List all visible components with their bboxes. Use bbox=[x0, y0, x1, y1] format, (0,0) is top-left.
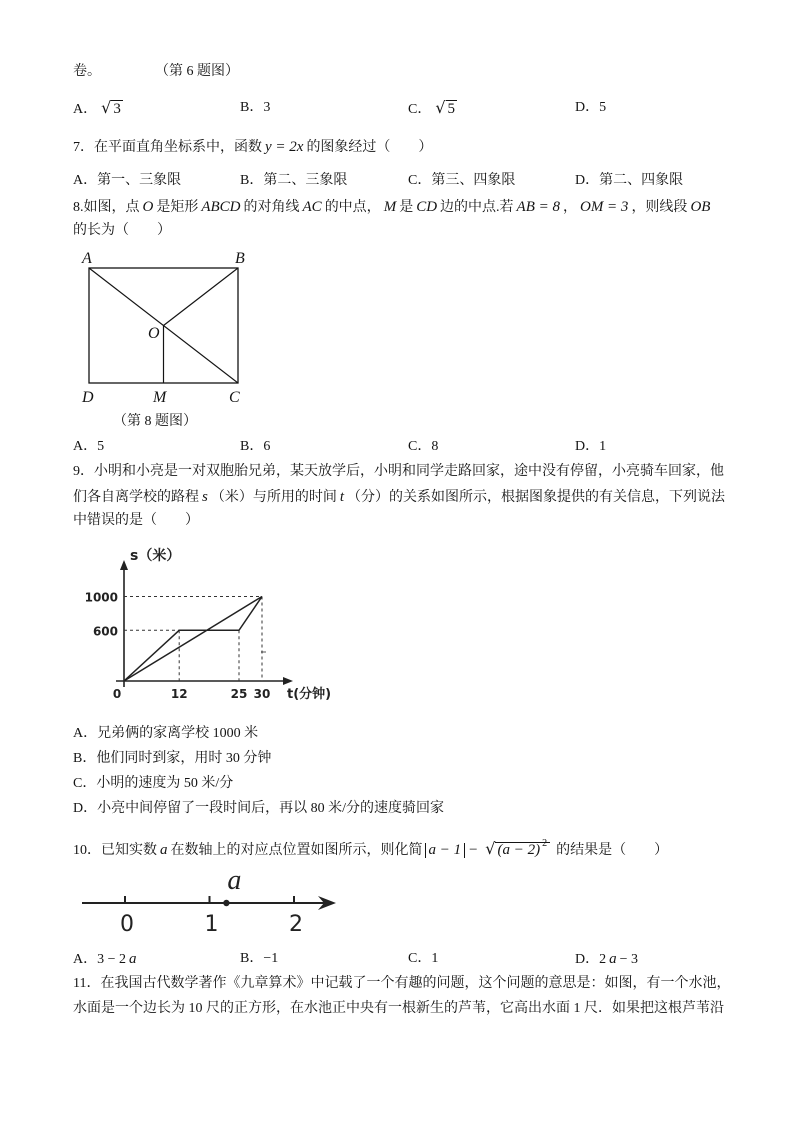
text-run: 边的中点.若 bbox=[440, 200, 514, 215]
radicand: 3 bbox=[113, 101, 121, 117]
point-a-label: a bbox=[227, 865, 242, 896]
text-run: 是 bbox=[399, 200, 414, 215]
text-run: 的图象经过（ ） bbox=[306, 140, 433, 155]
math-run: y = 2x bbox=[265, 139, 304, 155]
option-text: 他们同时到家，用时 30 分钟 bbox=[96, 751, 272, 766]
text-run: 们各自离学校的路程 bbox=[73, 490, 199, 505]
point-label-m: M bbox=[153, 389, 167, 406]
text-run: 的对角线 bbox=[243, 200, 300, 215]
option-text: 小明的速度为 50 米/分 bbox=[96, 776, 234, 791]
point-label-o: O bbox=[148, 325, 160, 342]
option-label: C． bbox=[408, 439, 432, 454]
q9-option-d bbox=[73, 799, 444, 819]
vertex-label-d: D bbox=[82, 389, 94, 406]
q10-stem-before bbox=[73, 843, 423, 858]
absolute-value-expression bbox=[425, 843, 466, 858]
option-text: 第二、三象限 bbox=[263, 173, 348, 188]
q6-option-d bbox=[575, 98, 606, 118]
q8-option-b bbox=[240, 437, 270, 457]
q10-option-a bbox=[73, 949, 140, 970]
option-text: 第三、四象限 bbox=[431, 173, 516, 188]
x-tick-label: 30 bbox=[253, 687, 271, 701]
q6-option-b bbox=[240, 98, 270, 118]
math-run: OM = 3 bbox=[579, 199, 629, 215]
y-axis-arrow bbox=[120, 560, 128, 570]
option-label: A． bbox=[73, 726, 98, 741]
q7-stem bbox=[73, 137, 432, 158]
q8-option-a bbox=[73, 437, 104, 457]
q7-option-c bbox=[408, 171, 515, 191]
option-text: 第二、四象限 bbox=[599, 173, 684, 188]
q8-stem-line2: 的长为（ ） bbox=[73, 223, 171, 238]
q7-options bbox=[0, 171, 794, 193]
option-label: D． bbox=[575, 439, 600, 454]
q7-option-b bbox=[240, 171, 347, 191]
option-text: 8 bbox=[431, 439, 439, 454]
radical-sign: √ bbox=[435, 98, 446, 117]
q10-option-c bbox=[408, 949, 438, 969]
option-text: 小亮中间停留了一段时间后，再以 80 米/分的速度骑回家 bbox=[97, 801, 445, 816]
radical-sign: √ bbox=[485, 839, 496, 858]
q6-options bbox=[0, 98, 794, 120]
text-run: − 3 bbox=[619, 952, 639, 967]
q9-stem-line1: 9．小明和小亮是一对双胞胎兄弟，某天放学后，小明和同学走路回家，途中没有停留，小亮骑车回家，他 bbox=[73, 464, 724, 479]
q8-figure-caption: （第 8 题图） bbox=[113, 414, 197, 429]
q8-stem-line1 bbox=[73, 197, 713, 218]
option-label: C． bbox=[408, 173, 432, 188]
q11-stem-line1: 11．在我国古代数学著作《九章算术》中记载了一个有趣的问题，这个问题的意思是：如图，有一个水池， bbox=[73, 976, 731, 991]
option-label: D． bbox=[575, 173, 600, 188]
q9-distance-time-graph bbox=[80, 540, 370, 705]
math-run: ABCD bbox=[201, 199, 241, 215]
q6-option-a bbox=[73, 98, 123, 120]
x-axis-label: t(分钟) bbox=[287, 687, 332, 702]
radical-sign: √ bbox=[101, 98, 112, 117]
text-run: 10．已知实数 bbox=[73, 843, 157, 858]
math-run: O bbox=[142, 199, 154, 215]
option-value bbox=[263, 951, 278, 966]
text-run: 8.如图，点 bbox=[73, 200, 140, 215]
q10-options bbox=[0, 949, 794, 971]
y-axis-label: s（米） bbox=[130, 548, 181, 564]
math-run: a bbox=[609, 951, 617, 967]
number-line-tick-label: 2 bbox=[289, 912, 303, 937]
q10-number-line bbox=[78, 865, 348, 937]
option-label: A． bbox=[73, 439, 98, 454]
x-tick-label: 25 bbox=[230, 687, 248, 701]
option-value bbox=[599, 952, 638, 967]
option-text: 1 bbox=[599, 439, 607, 454]
option-text: 第一、三象限 bbox=[97, 173, 182, 188]
vertex-label-c: C bbox=[229, 389, 240, 406]
math-run: a bbox=[160, 842, 168, 858]
option-text: 兄弟俩的家离学校 1000 米 bbox=[97, 726, 259, 741]
option-text: 6 bbox=[263, 439, 271, 454]
vertex-label-b: B bbox=[235, 250, 245, 267]
q9-option-a bbox=[73, 724, 258, 744]
radicand: (a − 2) bbox=[497, 842, 541, 858]
math-run: AB = 8 bbox=[516, 199, 560, 215]
y-tick-label: 600 bbox=[92, 624, 118, 639]
option-label: B． bbox=[240, 951, 264, 966]
q10-option-b bbox=[240, 949, 278, 969]
text-run: （米）与所用的时间 bbox=[210, 490, 337, 505]
walking-distance-line bbox=[124, 597, 262, 682]
q8-option-c bbox=[408, 437, 438, 457]
q10-stem bbox=[73, 832, 668, 863]
origin-label: 0 bbox=[112, 687, 122, 701]
radical-body bbox=[495, 838, 550, 858]
q9-option-c bbox=[73, 774, 233, 794]
vertex-label-a: A bbox=[82, 250, 92, 267]
text-run: 是矩形 bbox=[156, 200, 199, 215]
text-run: −1 bbox=[263, 951, 279, 966]
option-text: 5 bbox=[97, 439, 105, 454]
math-run: OB bbox=[690, 199, 711, 215]
x-tick-label: 12 bbox=[170, 687, 188, 701]
option-label: A． bbox=[73, 173, 98, 188]
number-line-tick-label: 1 bbox=[204, 912, 219, 937]
option-label: B． bbox=[240, 439, 264, 454]
number-line-tick-label: 0 bbox=[120, 912, 134, 937]
text-run: 2 bbox=[599, 952, 607, 967]
option-label: B． bbox=[240, 100, 264, 115]
point-a-marker bbox=[223, 900, 229, 906]
math-run: s bbox=[202, 489, 208, 505]
math-run: M bbox=[383, 199, 397, 215]
segment-ob bbox=[164, 268, 239, 326]
x-axis-arrow bbox=[283, 677, 293, 685]
option-label: C． bbox=[73, 776, 97, 791]
option-value bbox=[97, 952, 139, 967]
option-label: D． bbox=[575, 100, 600, 115]
option-label: C． bbox=[408, 951, 432, 966]
option-label: D． bbox=[575, 952, 600, 967]
q10-option-d bbox=[575, 949, 638, 970]
option-label: B． bbox=[73, 751, 97, 766]
option-label: B． bbox=[240, 173, 264, 188]
option-label: A． bbox=[73, 102, 98, 117]
q7-option-d bbox=[575, 171, 683, 191]
option-label: C． bbox=[408, 102, 432, 117]
text-run: ， bbox=[562, 200, 577, 215]
q6-figure-caption: （第 6 题图） bbox=[155, 64, 239, 79]
option-label: A． bbox=[73, 952, 98, 967]
y-tick-label: 1000 bbox=[84, 590, 118, 605]
q11-stem-line2: 水面是一个边长为 10 尺的正方形，在水池正中央有一根新生的芦苇，它高出水面 1 尺．如果把这根芦苇沿 bbox=[73, 1001, 724, 1016]
q6-tail-text: 卷。 bbox=[73, 64, 101, 79]
text-run: 3 − 2 bbox=[97, 952, 127, 967]
q10-stem-after: 的结果是（ ） bbox=[556, 843, 669, 858]
abs-inner: a − 1 bbox=[428, 842, 462, 858]
math-run: a bbox=[129, 951, 137, 967]
text-run: （分）的关系如图所示，根据图象提供的有关信息，下列说法 bbox=[347, 490, 726, 505]
exponent: 2 bbox=[542, 838, 548, 849]
text-run: 7．在平面直角坐标系中，函数 bbox=[73, 140, 262, 155]
option-value bbox=[431, 951, 438, 966]
option-value: 5 bbox=[599, 100, 607, 115]
q8-options bbox=[0, 437, 794, 459]
text-run: 1 bbox=[431, 951, 439, 966]
option-label: D． bbox=[73, 801, 98, 816]
math-run: CD bbox=[416, 199, 438, 215]
q9-stem-line3: 中错误的是（ ） bbox=[73, 513, 199, 528]
q9-stem-line2 bbox=[73, 487, 725, 508]
q6-option-c bbox=[408, 98, 457, 120]
text-run: ，则线段 bbox=[631, 200, 688, 215]
q8-rectangle-figure bbox=[78, 248, 253, 408]
math-run: AC bbox=[302, 199, 322, 215]
minus-sign: − bbox=[468, 842, 479, 858]
option-value: 3 bbox=[263, 100, 271, 115]
text-run: 在数轴上的对应点位置如图所示，则化简 bbox=[170, 843, 423, 858]
q7-option-a bbox=[73, 171, 181, 191]
math-run: t bbox=[339, 489, 345, 505]
q9-option-b bbox=[73, 749, 271, 769]
q6-tail-line bbox=[73, 62, 101, 82]
radicand: 5 bbox=[447, 101, 456, 117]
text-run: 的中点， bbox=[324, 200, 381, 215]
q8-option-d bbox=[575, 437, 606, 457]
